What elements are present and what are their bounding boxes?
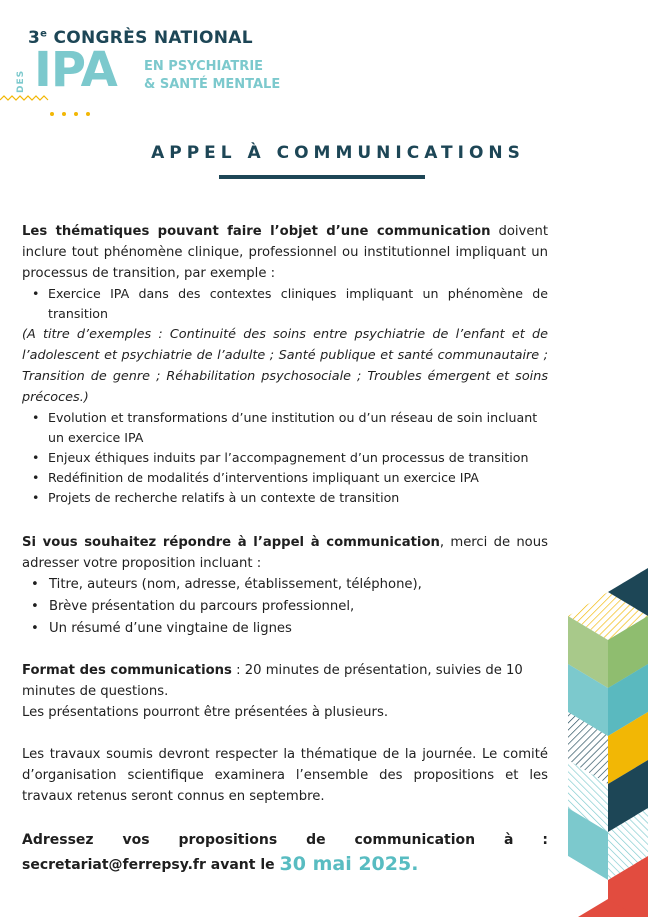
- submission-list: [22, 574, 548, 640]
- themes-list-first: [22, 284, 548, 324]
- list-item: • Enjeux éthiques induits par l’accompagnement d’un processus de transition: [22, 448, 548, 468]
- deadline-date: 30 mai 2025.: [279, 853, 419, 875]
- congress-edition-heading: 3e CONGRÈS NATIONAL: [28, 28, 253, 48]
- themes-examples: (A titre d’exemples : Continuité des soins entre psychiatrie de l’enfant et de l’adolescent et psychiatrie de l’adulte ; Santé publique et santé communautaire ; Transition de genre ; Réhabilitation psychosociale ; Troubles émergent et soins précoces.): [22, 327, 548, 405]
- logo-dots: [50, 101, 98, 120]
- logo-des-label: DES: [16, 69, 26, 93]
- contact-email: secretariat@ferrepsy.fr avant le: [22, 857, 275, 873]
- list-item: • Brève présentation du parcours professionnel,: [22, 596, 548, 618]
- list-item: • Titre, auteurs (nom, adresse, établissement, téléphone),: [22, 574, 548, 596]
- list-item: • Un résumé d’une vingtaine de lignes: [22, 618, 548, 640]
- review-paragraph: Les travaux soumis devront respecter la thématique de la journée. Le comité d’organisation scientifique examinera l’ensemble des propositions et les travaux retenus seront connus en septembre.: [22, 747, 548, 804]
- closing-line: Adressez vos propositions de communication à :: [22, 832, 548, 848]
- submission-intro: Si vous souhaitez répondre à l’appel à communication, merci de nous adresser votre proposition incluant :: [22, 535, 548, 571]
- themes-list: [22, 408, 548, 508]
- list-item: • Exercice IPA dans des contextes cliniques impliquant un phénomène de transition: [22, 284, 548, 324]
- title-underline: [219, 175, 425, 179]
- list-item: • Projets de recherche relatifs à un contexte de transition: [22, 488, 548, 508]
- call-content: [22, 221, 548, 877]
- closing-email-line: [22, 852, 548, 877]
- page-title: APPEL À COMMUNICATIONS: [151, 143, 525, 163]
- format-note: Les présentations pourront être présentées à plusieurs.: [22, 705, 389, 720]
- logo-subtitle: EN PSYCHIATRIE & SANTÉ MENTALE: [144, 59, 281, 92]
- closing-statement: [22, 828, 548, 877]
- geometric-decoration: [568, 560, 648, 917]
- list-item: • Redéfinition de modalités d’interventions impliquant un exercice IPA: [22, 468, 548, 488]
- list-item: • Evolution et transformations d’une institution ou d’un réseau de soin incluant un exercice IPA: [22, 408, 548, 448]
- format-paragraph: Format des communications : 20 minutes de présentation, suivies de 10 minutes de questions.: [22, 663, 523, 699]
- logo-ipa-wordmark: IPA: [34, 42, 117, 98]
- themes-intro: Les thématiques pouvant faire l’objet d’une communication doivent inclure tout phénomène clinique, professionnel ou institutionnel impliquant un processus de transition, par exemple :: [22, 224, 548, 281]
